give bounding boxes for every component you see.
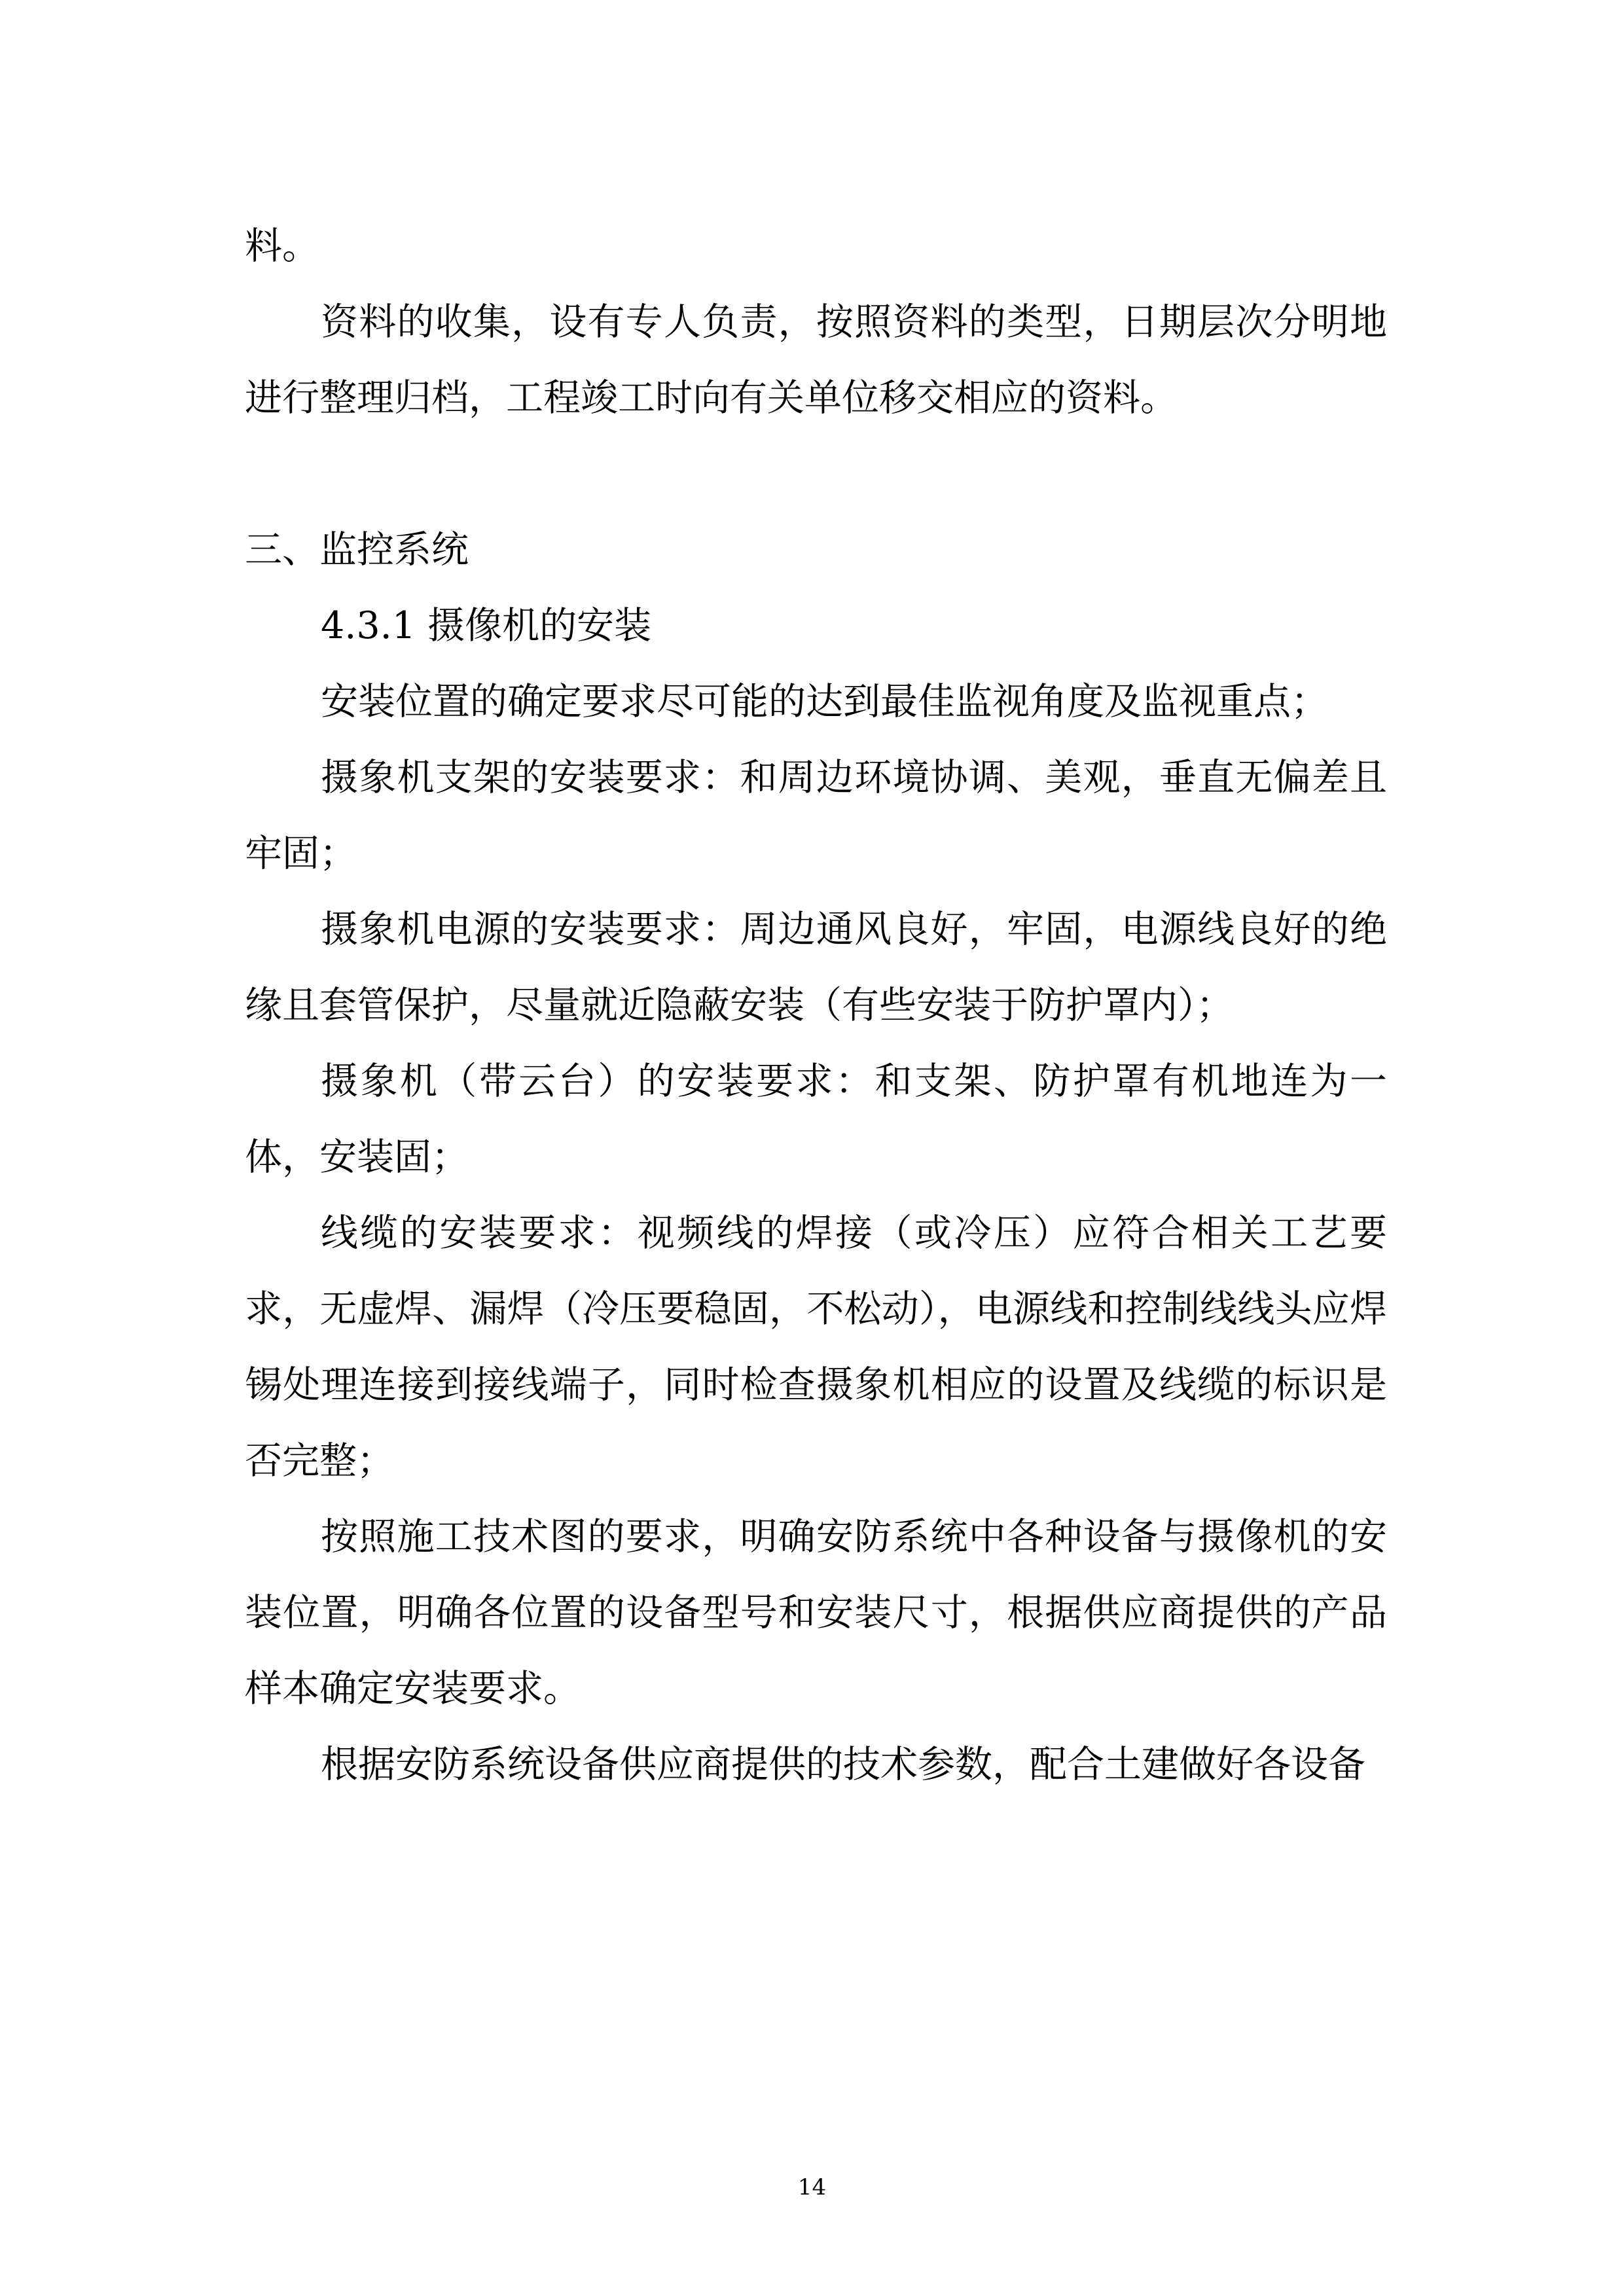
section-title: 三、监控系统	[245, 528, 469, 571]
continuation-text: 料。	[245, 224, 319, 268]
paragraph-ptz-install: 摄象机（带云台）的安装要求：和支架、防护罩有机地连为一体，安装固；	[245, 1060, 1387, 1179]
paragraph-archiving: 资料的收集，设有专人负责，按照资料的类型，日期层次分明地进行整理归档，工程竣工时向有关单位移交相应的资料。	[245, 300, 1387, 420]
paragraph-supplier-parameters: 根据安防系统设备供应商提供的技术参数，配合土建做好各设备	[321, 1743, 1365, 1786]
paragraph-bracket-install: 摄象机支架的安装要求：和周边环境协调、美观，垂直无偏差且牢固；	[245, 756, 1387, 875]
paragraph-install-position: 安装位置的确定要求尽可能的达到最佳监视角度及监视重点；	[321, 680, 1328, 723]
subsection-title: 4.3.1 摄像机的安装	[321, 604, 652, 647]
page-number: 14	[797, 2174, 827, 2200]
paragraph-power-install: 摄象机电源的安装要求：周边通风良好，牢固，电源线良好的绝缘且套管保护，尽量就近隐蔽安装（有些安装于防护罩内）；	[245, 908, 1387, 1027]
paragraph-drawing-requirements: 按照施工技术图的要求，明确安防系统中各种设备与摄像机的安装位置，明确各位置的设备型号和安装尺寸，根据供应商提供的产品样本确定安装要求。	[245, 1515, 1387, 1710]
page-body	[245, 208, 1387, 1803]
paragraph-cable-install: 线缆的安装要求：视频线的焊接（或冷压）应符合相关工艺要求，无虚焊、漏焊（冷压要稳固，不松动），电源线和控制线线头应焊锡处理连接到接线端子，同时检查摄象机相应的设置及线缆的标识是否完整；	[245, 1211, 1387, 1482]
